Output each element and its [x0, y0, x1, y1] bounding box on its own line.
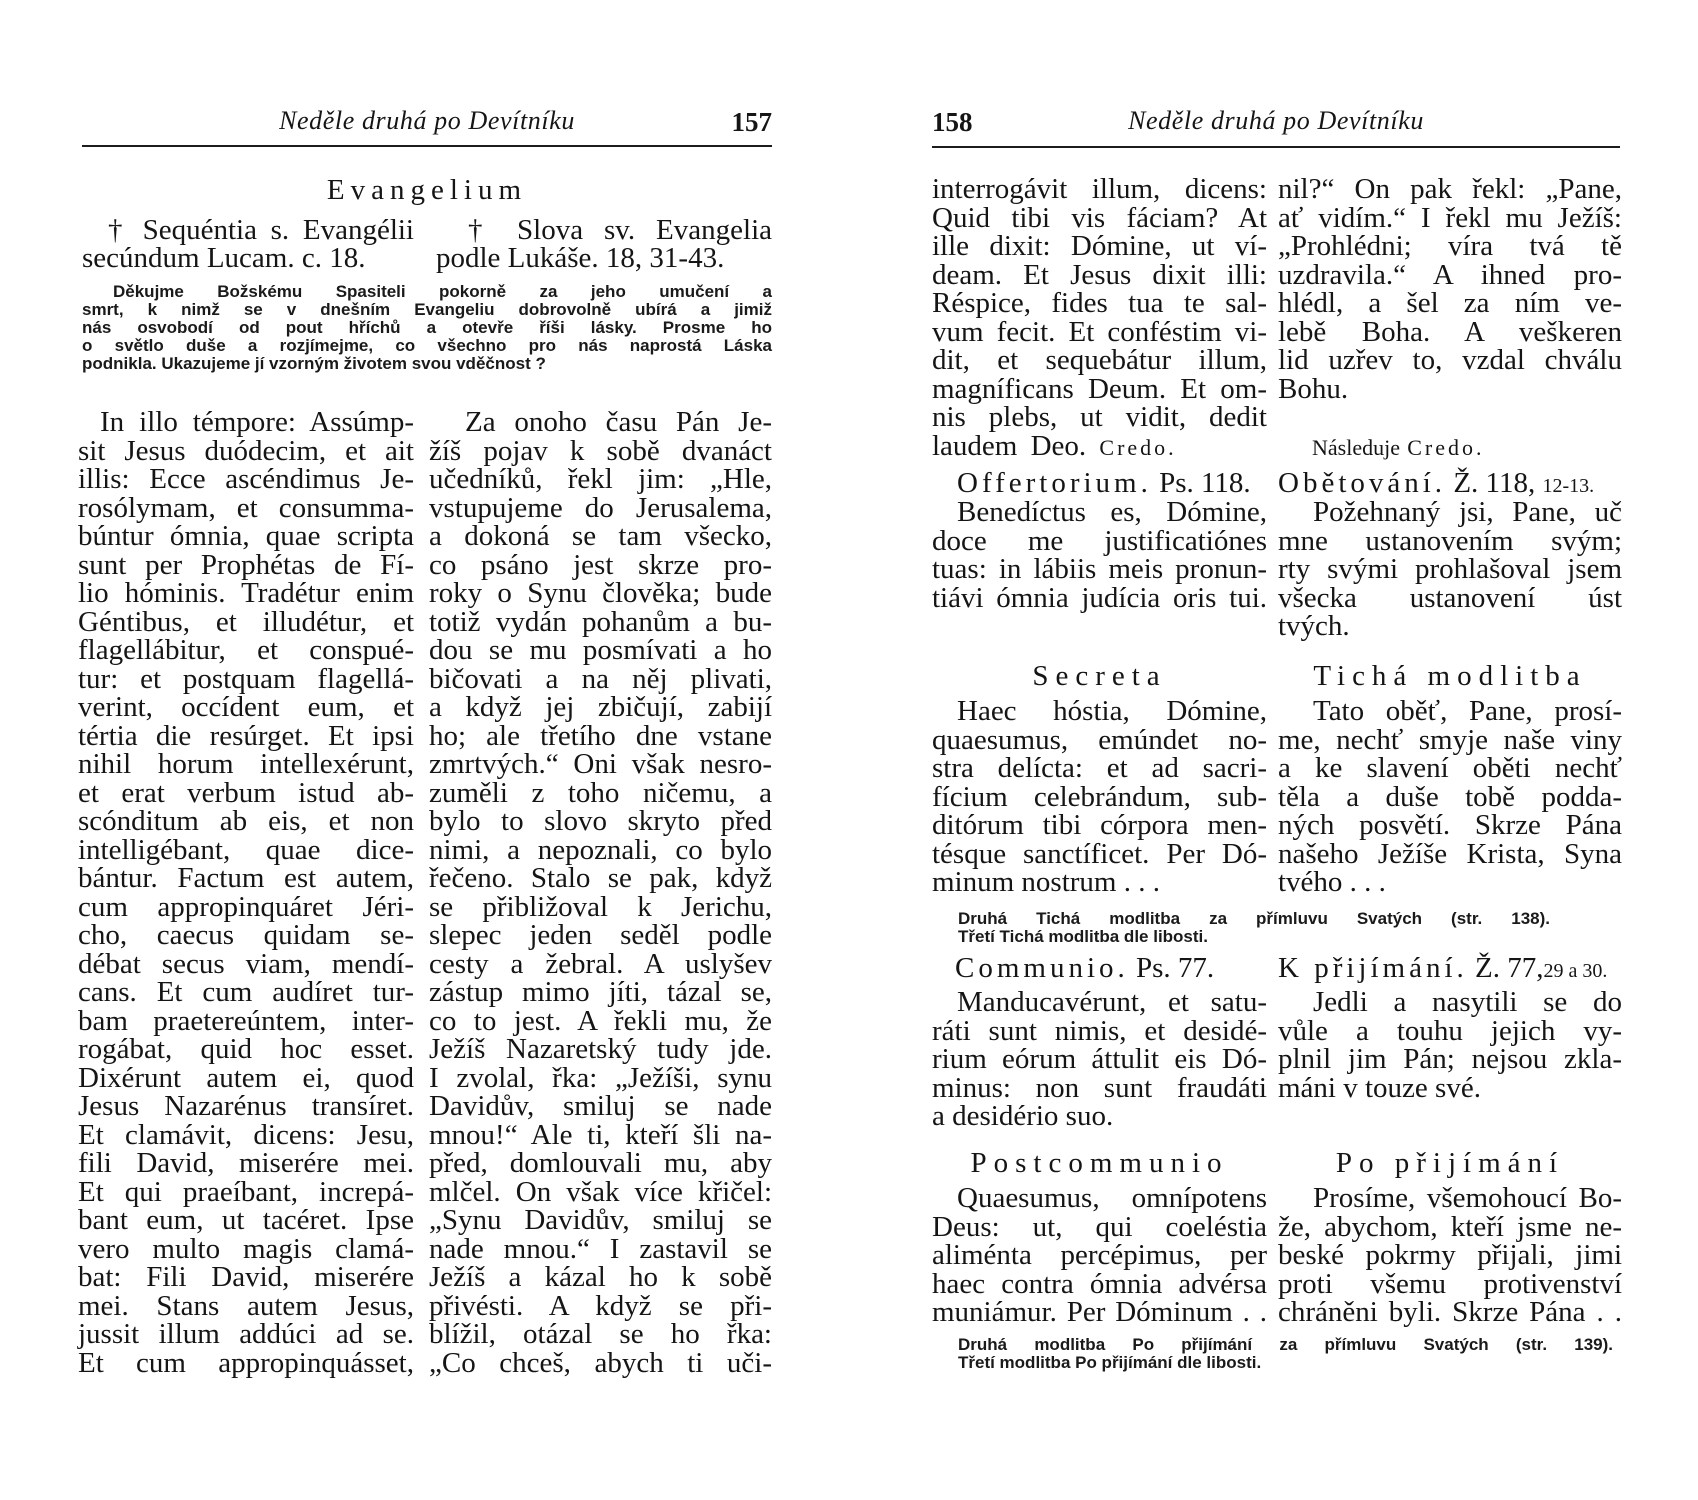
latin-line: bant eum, ut tacéret. Ipse [78, 1204, 414, 1236]
intro-line: smrt, k nimž se v dnešním Evangeliu dobrovolně ubírá a jimiž [82, 300, 772, 319]
secret-czech-column [1278, 697, 1622, 897]
czech-line: cesty a žebral. A uslyšev [429, 947, 772, 980]
offertory-heading-czech [1278, 469, 1622, 498]
rubric-note: Třetí Tichá modlitba dle libosti. [958, 927, 1208, 946]
rubric-note: Druhá modlitba Po přijímání za přímluvu Svatých (str. 139). [958, 1335, 1613, 1354]
czech-line: se přibližoval k Jerichu, [429, 890, 772, 923]
czech-line: roky o Synu člověka; bude [429, 577, 772, 609]
czech-line: Davidův, smiluj se nade [429, 1090, 772, 1122]
czech-line: Ježíš Nazaretský tudy jde. [429, 1033, 772, 1065]
latin-line: búntur ómnia, quae scripta [78, 520, 414, 552]
running-header-title: Neděle druhá po Devítníku [1128, 106, 1424, 135]
latin-line: Jesus Nazarénus transíret. [78, 1090, 414, 1122]
czech-line: nade mnou.“ I zastavil se [429, 1232, 772, 1265]
latin-line: cans. Et cum audíret tur- [78, 976, 414, 1008]
czech-line: „Synu Davidův, smiluj se [429, 1204, 772, 1236]
blank-line [1278, 403, 1622, 432]
latin-line [932, 429, 1267, 462]
latin-line: tiávi ómnia judícia oris tui. [932, 581, 1267, 614]
latin-line: vero multo magis clamá- [78, 1232, 414, 1265]
gospel-intro [82, 283, 772, 373]
latin-line: stra delícta: et ad sacri- [932, 752, 1267, 784]
latin-line: ille dixit: Dómine, ut ví- [932, 230, 1267, 262]
gospel-latin-column [78, 408, 414, 1377]
czech-line: beské pokrmy přijali, jimi [1278, 1239, 1622, 1271]
latin-line: haec contra ómnia advérsa [932, 1267, 1267, 1300]
latin-line: Quid tibi vis fáciam? At [932, 201, 1267, 234]
latin-line: interrogávit illum, dicens: [932, 173, 1267, 205]
czech-line: máni v touze své. [1278, 1071, 1481, 1104]
czech-line: Bohu. [1278, 372, 1349, 405]
czech-line: a když jej zbičují, zabijí [429, 691, 772, 723]
czech-line: bylo to slovo skryto před [429, 805, 772, 837]
postcommunion-czech-column [1278, 1184, 1622, 1327]
citation-latin-ref [82, 244, 414, 273]
postcommunion-latin-column [932, 1184, 1267, 1327]
intro-line: podnikla. Ukazujeme jí vzorným životem svou vděčnost ? [82, 354, 546, 373]
citation-line: secúndum Lucam. c. 18. [82, 242, 366, 274]
intro-line: Děkujme Božskému Spasiteli pokorně za jeho umučení a [113, 282, 772, 301]
citation-line: podle Lukáše. 18, 31-43. [436, 242, 725, 274]
latin-line: flagellábitur, et conspué- [78, 634, 414, 666]
offertory-czech-column [1278, 498, 1622, 641]
psalm-reference: Ž. 77, [1475, 952, 1544, 984]
postcommunion-heading-czech: Po přijímání [1335, 1147, 1565, 1179]
czech-line: „Prohlédni; víra tvá tě [1278, 230, 1622, 262]
header-rule [82, 145, 772, 147]
citation-czech [468, 216, 772, 245]
latin-line: Et qui praeíbant, increpá- [78, 1175, 414, 1208]
latin-line: Deus: ut, qui coeléstia [932, 1210, 1267, 1243]
latin-line: lio hóminis. Tradétur enim [78, 577, 414, 609]
latin-text: laudem Deo. [932, 429, 1087, 462]
postcommunion-notes [958, 1336, 1613, 1372]
latin-line: tértia die resúrget. Et ipsi [78, 719, 414, 752]
latin-line: aliménta percépimus, per [932, 1239, 1267, 1271]
czech-line: mlčel. On však více křičel: [429, 1175, 772, 1208]
psalm-reference: Ps. 118. [1159, 467, 1251, 499]
latin-line: Manducavérunt, et satu- [957, 986, 1267, 1018]
czech-line: nimi, a nepoznali, co bylo [429, 833, 772, 866]
latin-line: cum appropinquáret Jéri- [78, 890, 414, 923]
czech-line: hlédl, a šel za ním ve- [1278, 287, 1622, 319]
latin-line: verint, occídent eum, et [78, 691, 414, 723]
intro-line: o světlo duše a rozjímejme, co všechno pro nás naprostá Láska [82, 336, 772, 355]
psalm-reference: Ž. 118, [1453, 467, 1536, 499]
latin-line: intelligébant, quae dice- [78, 833, 414, 866]
rubric-note: Druhá Tichá modlitba za přímluvu Svatých (str. 138). [958, 909, 1550, 928]
czech-line: lid uzřev to, vzdal chválu [1278, 344, 1622, 376]
czech-line: žíš pojav k sobě dvanáct [429, 434, 772, 467]
czech-line: a ke slavení oběti nechť [1278, 752, 1622, 784]
header-rule [932, 146, 1620, 148]
czech-line: mne ustanovením svým; [1278, 524, 1622, 557]
czech-line: před, domlouvali mu, aby [429, 1147, 772, 1179]
latin-line: quaesumus, emúndet no- [932, 723, 1267, 756]
latin-line: doce me justificatiónes [932, 524, 1267, 557]
czech-line: že, abychom, kteří jsme ne- [1278, 1210, 1622, 1243]
latin-line: magníficans Deum. Et om- [932, 372, 1267, 405]
heading-text: Offertorium. [957, 467, 1152, 499]
latin-line: rogábat, quid hoc esset. [78, 1033, 414, 1065]
communion-heading-czech [1278, 954, 1622, 983]
secret-notes [958, 910, 1550, 946]
latin-line: nihil horum intellexérunt, [78, 748, 414, 780]
latin-line: débat secus viam, mendí- [78, 947, 414, 980]
czech-line: našeho Ježíše Krista, Syna [1278, 837, 1622, 870]
czech-line: bičovati a na něj plivati, [429, 662, 772, 695]
czech-line: dou se mu posmívati a ho [429, 634, 772, 666]
latin-line: ditórum tibi córpora men- [932, 809, 1267, 841]
czech-line: I zvolal, řka: „Ježíši, synu [429, 1061, 772, 1094]
citation-czech-ref [436, 244, 772, 273]
heading-text: Obětování. [1278, 467, 1447, 499]
latin-line: muniámur. Per Dóminum . . [932, 1296, 1267, 1328]
latin-line: et erat verbum istud ab- [78, 776, 414, 809]
czech-line: přivésti. A když se při- [429, 1289, 772, 1322]
citation-latin [108, 216, 414, 245]
czech-line: všecka ustanovení úst [1278, 581, 1622, 614]
czech-line: ho; ale třetího dne vstane [429, 719, 772, 752]
czech-line: zuměli z toho ničemu, a [429, 776, 772, 809]
czech-line: Požehnaný jsi, Pane, uč [1313, 496, 1622, 528]
czech-line: vstupujeme do Jerusalema, [429, 491, 772, 524]
czech-line: rty svými prohlašoval jsem [1278, 553, 1622, 585]
czech-line: řečeno. Stalo se pak, když [429, 862, 772, 894]
latin-line: Géntibus, et illudétur, et [78, 605, 414, 638]
czech-line: učedníků, řekl jim: „Hle, [429, 463, 772, 495]
latin-line: In illo témpore: Assúmp- [100, 406, 414, 438]
latin-line: mei. Stans autem Jesus, [78, 1289, 414, 1322]
latin-line: sit Jesus duódecim, et ait [78, 434, 414, 467]
latin-line: bántur. Factum est autem, [78, 862, 414, 894]
latin-line: tuas: in lábiis meis pronun- [932, 553, 1267, 585]
czech-line: uzdravila.“ A ihned pro- [1278, 258, 1622, 291]
latin-line: tur: et postquam flagellá- [78, 662, 414, 695]
czech-line: co psáno jest skrze pro- [429, 548, 772, 581]
czech-line: Tato oběť, Pane, prosí- [1313, 695, 1622, 727]
latin-line: scónditum ab eis, et non [78, 805, 414, 837]
czech-line: těla a duše tobě podda- [1278, 780, 1622, 813]
czech-line: mnou!“ Ale ti, kteří šli na- [429, 1118, 772, 1151]
running-header-title: Neděle druhá po Devítníku [279, 106, 575, 135]
latin-line: deam. Et Jesus dixit illi: [932, 258, 1267, 291]
czech-line: slepec jeden seděl podle [429, 919, 772, 951]
latin-line: Quaesumus, omnípotens [957, 1182, 1267, 1214]
psalm-reference: Ps. 77. [1136, 952, 1215, 984]
latin-line: rosólymam, et consumma- [78, 491, 414, 524]
communion-latin-column [932, 988, 1267, 1131]
latin-line: minus: non sunt fraudáti [932, 1071, 1267, 1104]
latin-line: illis: Ecce ascéndimus Je- [78, 463, 414, 495]
latin-line: Benedíctus es, Dómine, [957, 496, 1267, 528]
latin-line: bat: Fili David, miserére [78, 1261, 414, 1293]
latin-line: vum fecit. Et conféstim vi- [932, 315, 1267, 348]
latin-line: sunt per Prophétas de Fí- [78, 548, 414, 581]
latin-line: fícium celebrándum, sub- [932, 780, 1267, 813]
citation-line: † Sequéntia s. Evangélii [108, 214, 414, 246]
heading-text: K přijímání. [1278, 952, 1468, 984]
latin-line: minum nostrum . . . [932, 866, 1160, 898]
czech-line: Prosíme, všemohoucí Bo- [1313, 1182, 1622, 1214]
latin-line: fili David, miserére mei. [78, 1147, 414, 1179]
postcommunion-heading-latin: Postcommunio [970, 1147, 1229, 1179]
latin-line: tésque sanctíficet. Per Dó- [932, 837, 1267, 870]
czech-line: zástup mimo jíti, tázal se, [429, 976, 772, 1008]
czech-line: Za onoho času Pán Je- [465, 406, 772, 438]
latin-line: Dixérunt autem ei, quod [78, 1061, 414, 1094]
latin-line: nis plebs, ut vidit, dedit [932, 401, 1267, 433]
section-heading-evangelium: Evangelium [326, 174, 528, 206]
czech-line: nil?“ On pak řekl: „Pane, [1278, 173, 1622, 205]
czech-line: vůle a touhu jejich vy- [1278, 1014, 1622, 1047]
czech-line: Jedli a nasytili se do [1313, 986, 1622, 1018]
latin-line: a desidério suo. [932, 1100, 1114, 1132]
latin-line: dit, et sequebátur illum, [932, 344, 1267, 376]
latin-line: Haec hóstia, Dómine, [957, 695, 1267, 727]
citation-line: † Slova sv. Evangelia [468, 214, 772, 246]
czech-line: me, nechť smyje naše viny [1278, 723, 1622, 756]
latin-line: Et clamávit, dicens: Jesu, [78, 1118, 414, 1151]
gospel-czech-column [429, 408, 772, 1377]
latin-line: jussit illum addúci ad se. [78, 1318, 414, 1350]
latin-line: cho, caecus quidam se- [78, 919, 414, 951]
offertory-latin-column [932, 498, 1267, 612]
latin-line: ráti sunt nimis, et desidé- [932, 1014, 1267, 1047]
verse-reference: 29 a 30. [1543, 960, 1608, 982]
secret-latin-column [932, 697, 1267, 897]
czech-line: lebě Boha. A veškeren [1278, 315, 1622, 348]
czech-line: a dokoná se tam všecko, [429, 520, 772, 552]
czech-line: ných posvětí. Skrze Pána [1278, 809, 1622, 841]
gospel-continued-czech-column [1278, 175, 1622, 460]
czech-line: totiž vydán pohanům a bu- [429, 605, 772, 638]
communion-czech-column [1278, 988, 1622, 1102]
czech-line: chráněni byli. Skrze Pána . . [1278, 1296, 1622, 1328]
credo-rubric: Credo. [1099, 434, 1177, 460]
latin-line: rium eórum áttulit eis Dó- [932, 1043, 1267, 1075]
secret-heading-czech: Tichá modlitba [1313, 660, 1587, 692]
czech-line: ať vidím.“ I řekl mu Ježíš: [1278, 201, 1622, 234]
offertory-heading-latin [932, 469, 1267, 498]
czech-line: blížil, otázal se ho řka: [429, 1318, 772, 1350]
czech-line [1278, 432, 1622, 461]
rubric-note: Třetí modlitba Po přijímání dle libosti. [958, 1353, 1262, 1372]
latin-line: Réspice, fides tua te sal- [932, 287, 1267, 319]
heading-text: Communio. [955, 952, 1129, 984]
secret-heading-latin: Secreta [1032, 660, 1167, 692]
czech-line: co to jest. A řekli mu, že [429, 1004, 772, 1037]
page-number: 158 [932, 107, 973, 137]
intro-line: nás osvobodí od pout hříchů a otevře říši lásky. Prosme ho [82, 318, 772, 337]
czech-line: Ježíš a kázal ho k sobě [429, 1261, 772, 1293]
credo-prefix: Následuje [1312, 434, 1400, 460]
latin-line: bam praetereúntem, inter- [78, 1004, 414, 1037]
credo-rubric: Credo. [1407, 434, 1485, 460]
czech-line: „Co chceš, abych ti uči- [429, 1346, 772, 1379]
czech-line: zmrtvých.“ Oni však nesro- [429, 748, 772, 780]
verse-reference: 12-13. [1542, 475, 1595, 497]
latin-line: Et cum appropinquásset, [78, 1346, 414, 1379]
czech-line: tvého . . . [1278, 866, 1386, 898]
czech-line: proti všemu protivenství [1278, 1267, 1622, 1300]
page-number: 157 [731, 107, 772, 137]
gospel-continued-latin-column [932, 175, 1267, 460]
czech-line: tvých. [1278, 610, 1350, 642]
czech-line: plnil jim Pán; nejsou zkla- [1278, 1043, 1622, 1075]
communion-heading-latin [932, 954, 1267, 983]
